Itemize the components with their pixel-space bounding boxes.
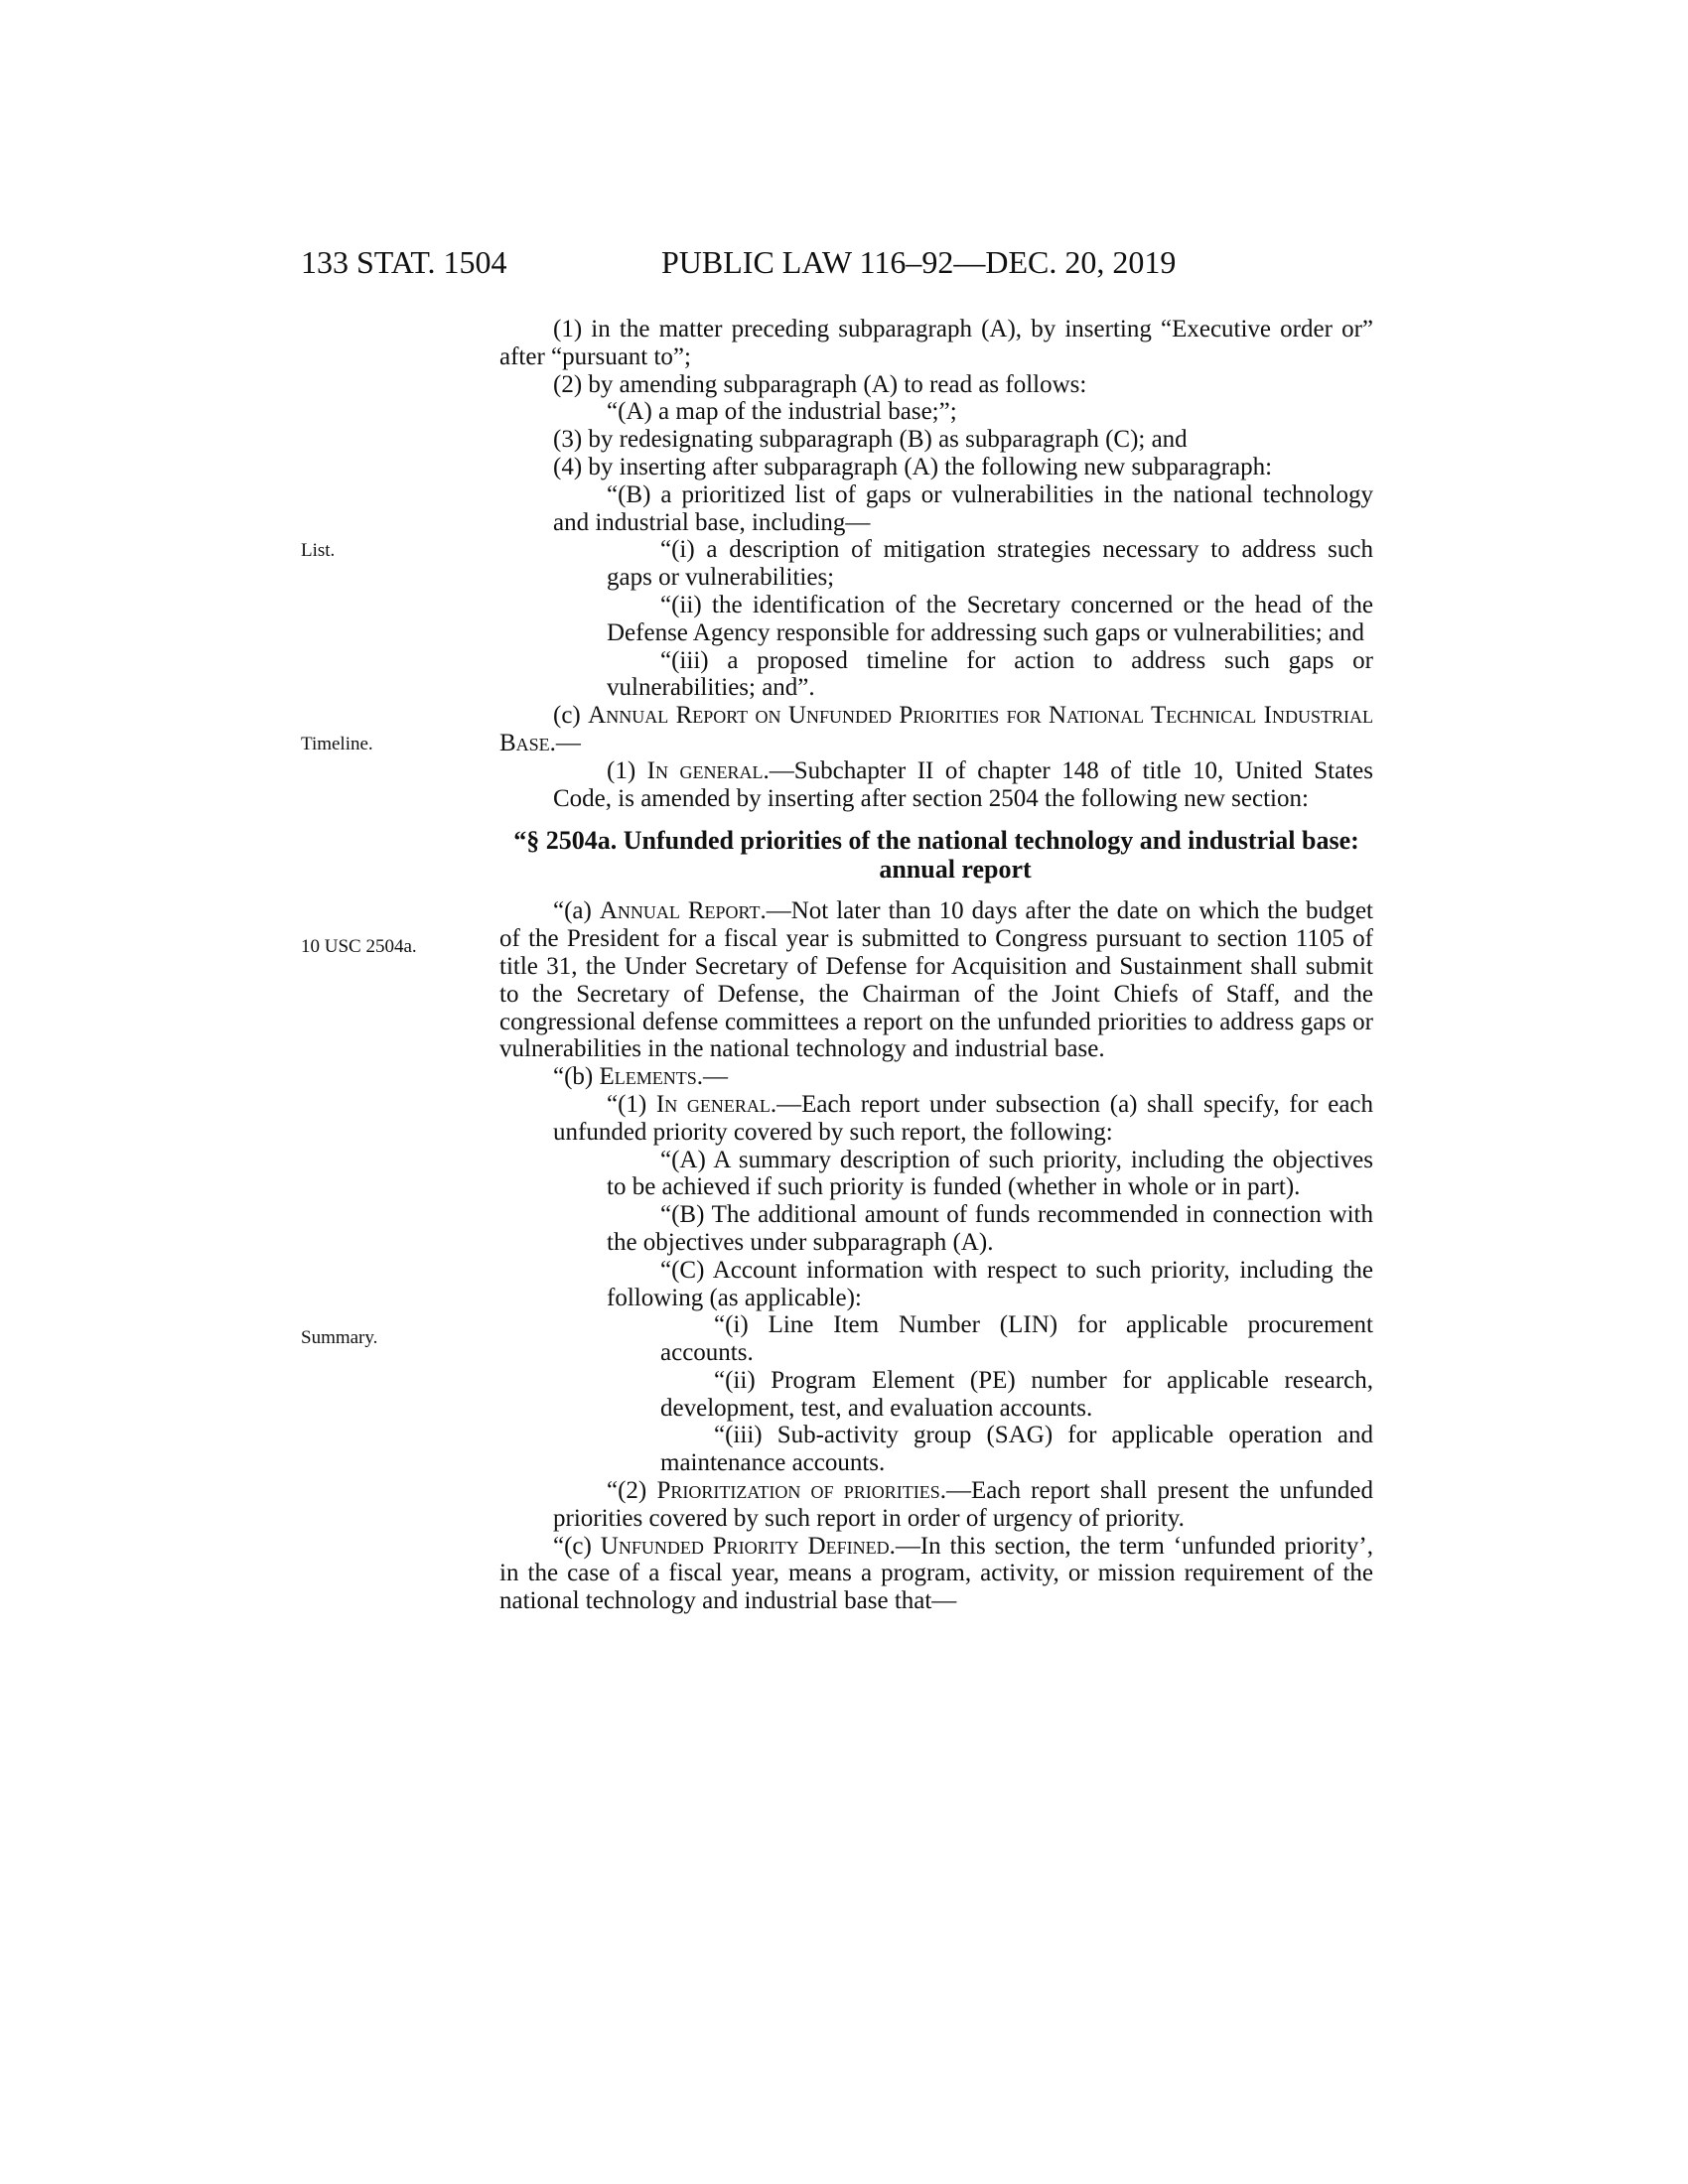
paragraph-3: “(A) a map of the industrial base;”; <box>607 398 957 426</box>
subsection-c-heading <box>499 702 1373 757</box>
paragraph-b <box>499 1063 1373 1091</box>
paragraph-c1 <box>499 757 1373 813</box>
paragraph-9: “(iii) a proposed timeline for action to address such gaps or vulnerabilities; and”. <box>607 646 1373 702</box>
cc-heading: Unfunded Priority Defined. <box>600 1532 896 1560</box>
b2-label: “(2) <box>607 1477 657 1505</box>
paragraph-bCi: “(i) Line Item Number (LIN) for applicable procurement accounts. <box>660 1311 1373 1367</box>
c1-label: (1) <box>607 756 647 784</box>
paragraph-b2 <box>499 1477 1373 1533</box>
margin-note-summary: Summary. <box>301 1327 378 1348</box>
subsection-c-label: (c) <box>553 702 589 730</box>
c1-heading: In general. <box>646 756 770 784</box>
a-heading: Annual Report. <box>599 897 767 925</box>
subsection-c-title: Annual Report on Unfunded Priorities for National Technical Industrial Base.— <box>499 702 1373 756</box>
margin-note-usc: 10 USC 2504a. <box>301 936 417 957</box>
b-heading: Elements.— <box>599 1063 729 1091</box>
margin-note-timeline: Timeline. <box>301 734 373 754</box>
margin-note-list: List. <box>301 540 336 561</box>
body-text <box>499 316 1373 1615</box>
a-label: “(a) <box>553 897 600 925</box>
b1-label: “(1) <box>607 1090 656 1118</box>
paragraph-cc <box>499 1533 1373 1615</box>
paragraph-bCiii: “(iii) Sub-activity group (SAG) for applicable operation and maintenance accounts. <box>660 1422 1373 1477</box>
paragraph-2: (2) by amending subparagraph (A) to read as follows: <box>553 370 1087 398</box>
b2-heading: Prioritization of priorities. <box>656 1477 946 1505</box>
b-label: “(b) <box>553 1063 600 1091</box>
b1-text: —Each report under subsection (a) shall specify, for each unfunded priority covered by such report, the following: <box>553 1090 1374 1146</box>
paragraph-bCii: “(ii) Program Element (PE) number for applicable research, development, test, and evaluation accounts. <box>660 1366 1373 1422</box>
paragraph-bC: “(C) Account information with respect to such priority, including the following (as applicable): <box>607 1256 1373 1311</box>
paragraph-5: (4) by inserting after subparagraph (A) the following new subparagraph: <box>553 453 1273 480</box>
paragraph-7: “(i) a description of mitigation strategies necessary to address such gaps or vulnerabilities; <box>607 536 1373 592</box>
paragraph-bB: “(B) The additional amount of funds recommended in connection with the objectives under subparagraph (A). <box>607 1201 1373 1256</box>
paragraph-8: “(ii) the identification of the Secretary concerned or the head of the Defense Agency responsible for addressing such gaps or vulnerabilities; and <box>607 591 1373 646</box>
section-heading: “§ 2504a. Unfunded priorities of the national technology and industrial base: annual report <box>513 826 1359 885</box>
stat-reference: 133 STAT. 1504 <box>301 244 507 280</box>
b1-heading: In general. <box>655 1090 777 1118</box>
paragraph-a <box>499 897 1373 1063</box>
paragraph-bA: “(A) A summary description of such priority, including the objectives to be achieved if such priority is funded (whether in whole or in part). <box>607 1146 1373 1201</box>
a-text: —Not later than 10 days after the date on which the budget of the President for a fiscal year is submitted to Congress pursuant to section 1105 of title 31, the Under Secretary of Defense for Acquisition and Sustainment shall submit to the Secretary of Defense, the Chairman of the Joint Chiefs of Staff, and the congressional defense committees a report on the unfunded priorities to address gaps or vulnerabilities in the national technology and industrial base. <box>499 897 1374 1063</box>
cc-label: “(c) <box>553 1532 601 1560</box>
c1-text: —Subchapter II of chapter 148 of title 10, United States Code, is amended by inserting after section 2504 the following new section: <box>553 756 1373 812</box>
law-title: PUBLIC LAW 116–92—DEC. 20, 2019 <box>661 244 1177 280</box>
paragraph-b1 <box>499 1091 1373 1147</box>
page-header <box>301 242 1373 282</box>
cc-text: —In this section, the term ‘unfunded priority’, in the case of a fiscal year, means a program, activity, or mission requirement of the national technology and industrial base that— <box>499 1532 1373 1615</box>
paragraph-1: (1) in the matter preceding subparagraph (A), by inserting “Executive order or” after “pursuant to”; <box>499 316 1373 370</box>
paragraph-6: “(B) a prioritized list of gaps or vulnerabilities in the national technology and industrial base, including— <box>553 480 1373 536</box>
paragraph-4: (3) by redesignating subparagraph (B) as subparagraph (C); and <box>553 426 1188 454</box>
b2-text: —Each report shall present the unfunded priorities covered by such report in order of urgency of priority. <box>553 1477 1374 1532</box>
